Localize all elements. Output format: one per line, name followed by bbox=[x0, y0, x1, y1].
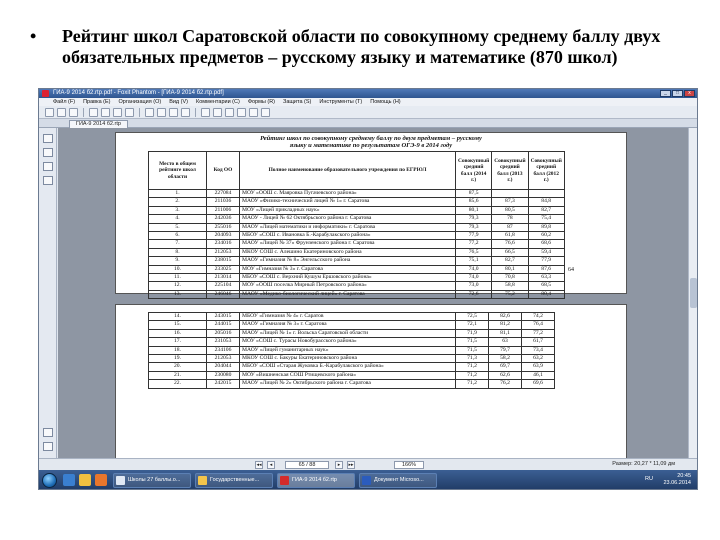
cell-score-2013: 62,6 bbox=[489, 371, 522, 379]
previous-page-button[interactable]: ◂ bbox=[267, 461, 275, 469]
ie-icon[interactable] bbox=[63, 474, 75, 486]
navigation-sidebar bbox=[39, 128, 57, 458]
table-row bbox=[149, 313, 555, 321]
cell-code: 242015 bbox=[207, 380, 240, 388]
scrollbar-thumb[interactable] bbox=[690, 278, 697, 308]
select-text-icon[interactable] bbox=[101, 108, 110, 117]
cell-school-name: МБОУ «Гимназия № 4» г. Саратов bbox=[240, 313, 456, 321]
cell-rank: 1. bbox=[149, 190, 207, 198]
cell-school-name: МОУ «ООШ поселка Мирный Петровского района» bbox=[240, 282, 456, 290]
cell-code: 255016 bbox=[207, 223, 240, 231]
cell-code: 211036 bbox=[207, 198, 240, 206]
cell-rank: 9. bbox=[149, 257, 207, 265]
cell-code: 205016 bbox=[207, 329, 240, 337]
cell-school-name: МОУ «Лицей прикладных наук» bbox=[240, 206, 456, 214]
toolbar bbox=[39, 106, 697, 119]
document-heading-line1: Рейтинг школ по совокупному среднему баллу по двум предметам – русскому bbox=[260, 135, 482, 142]
cell-rank: 7. bbox=[149, 240, 207, 248]
zoom-in-icon[interactable] bbox=[113, 108, 122, 117]
cell-code: 212053 bbox=[207, 248, 240, 256]
cell-rank: 6. bbox=[149, 232, 207, 240]
table-row bbox=[149, 198, 565, 206]
cell-score-2013: 58,2 bbox=[489, 355, 522, 363]
cell-code: 225104 bbox=[207, 282, 240, 290]
foxit-app-icon bbox=[42, 90, 49, 97]
cell-score-2013: 75,2 bbox=[492, 290, 528, 298]
header-rank: Место в общем рейтинге школ области bbox=[149, 152, 207, 190]
cell-school-name: МАОУ «Лицей № 2» Октябрьского района г. Саратова bbox=[240, 380, 456, 388]
cell-school-name: МАОУ «Физико-технический лицей № 1» г. Саратова bbox=[240, 198, 456, 206]
edit-object-icon[interactable] bbox=[261, 108, 270, 117]
cell-code: 244015 bbox=[207, 321, 240, 329]
slide-title bbox=[20, 26, 700, 90]
last-page-icon[interactable] bbox=[181, 108, 190, 117]
next-page-button[interactable]: ▸ bbox=[335, 461, 343, 469]
screenshot-window bbox=[38, 88, 698, 490]
header-score-2014: Совокупный средний балл (2014 г.) bbox=[456, 152, 492, 190]
windows-taskbar bbox=[39, 470, 697, 490]
cell-rank: 2. bbox=[149, 198, 207, 206]
stamp-icon[interactable] bbox=[237, 108, 246, 117]
table-row bbox=[149, 290, 565, 298]
cell-rank: 20. bbox=[149, 363, 207, 371]
cell-score-2014: 77,2 bbox=[456, 240, 492, 248]
table-row bbox=[149, 371, 555, 379]
rating-table-page1 bbox=[148, 151, 565, 299]
table-body-page1 bbox=[149, 190, 565, 299]
properties-panel-icon[interactable] bbox=[43, 442, 53, 451]
cell-school-name: МАОУ - Лицей № 62 Октябрьского района г. Саратова bbox=[240, 215, 456, 223]
cell-score-2012: 76,4 bbox=[522, 321, 555, 329]
cell-score-2014: 72,5 bbox=[456, 313, 489, 321]
zoom-out-icon[interactable] bbox=[125, 108, 134, 117]
menu-edit[interactable]: Правка (E) bbox=[83, 99, 111, 105]
table-row bbox=[149, 274, 565, 282]
cell-score-2014: 71,5 bbox=[456, 346, 489, 354]
highlight-icon[interactable] bbox=[213, 108, 222, 117]
taskbar-item-4-label: Документ Microsо... bbox=[374, 477, 424, 483]
cell-score-2013: 69,7 bbox=[489, 363, 522, 371]
comment-icon[interactable] bbox=[201, 108, 210, 117]
document-tab[interactable]: ГИА-9 2014 б2.rtp bbox=[69, 120, 128, 128]
cell-code: 238015 bbox=[207, 257, 240, 265]
rating-table-page2 bbox=[148, 312, 555, 389]
cell-rank: 16. bbox=[149, 329, 207, 337]
cell-school-name: МАОУ «Лицей математики и информатики» г. Саратова bbox=[240, 223, 456, 231]
cell-score-2013: 61,8 bbox=[492, 232, 528, 240]
table-row bbox=[149, 329, 555, 337]
last-page-button[interactable]: ▸▸ bbox=[348, 462, 354, 468]
taskbar-item-3-icon bbox=[280, 476, 289, 485]
cell-score-2012: 68,6 bbox=[528, 240, 564, 248]
menu-organize[interactable]: Организация (O) bbox=[118, 99, 162, 105]
taskbar-item-4-icon bbox=[362, 476, 371, 485]
document-canvas[interactable] bbox=[58, 128, 690, 458]
cell-score-2014: 77,9 bbox=[456, 232, 492, 240]
cell-score-2012: 77,9 bbox=[528, 257, 564, 265]
cell-score-2014: 72,1 bbox=[456, 321, 489, 329]
pdf-page-65 bbox=[115, 304, 627, 458]
cell-rank: 11. bbox=[149, 274, 207, 282]
table-row bbox=[149, 355, 555, 363]
cell-rank: 5. bbox=[149, 223, 207, 231]
system-tray bbox=[605, 472, 693, 489]
cell-score-2012: 87,6 bbox=[528, 265, 564, 273]
cell-score-2012: 63,2 bbox=[522, 355, 555, 363]
start-button-icon[interactable] bbox=[42, 473, 57, 488]
cell-score-2012: 75,4 bbox=[528, 215, 564, 223]
table-row bbox=[149, 223, 565, 231]
cell-rank: 13. bbox=[149, 290, 207, 298]
cell-rank: 3. bbox=[149, 206, 207, 214]
cell-code: 227084 bbox=[207, 190, 240, 198]
cell-school-name: МАОУ «Гимназия № 8» Энгельсского района bbox=[240, 257, 456, 265]
cell-rank: 4. bbox=[149, 215, 207, 223]
cell-score-2012: 46,1 bbox=[522, 371, 555, 379]
cell-score-2012: 82,7 bbox=[528, 206, 564, 214]
cell-rank: 10. bbox=[149, 265, 207, 273]
document-heading-line2: языку и математике по результатам ОГЭ-9 в 2014 году bbox=[289, 142, 453, 149]
toolbar-separator bbox=[139, 108, 140, 117]
taskbar-item-1-label: Школы 27 баллы.o... bbox=[128, 477, 181, 483]
cell-rank: 14. bbox=[149, 313, 207, 321]
taskbar-item-3[interactable] bbox=[277, 473, 355, 488]
table-row bbox=[149, 282, 565, 290]
taskbar-item-2-icon bbox=[198, 476, 207, 485]
taskbar-item-3-label: ГИА-9 2014 б2.rtp bbox=[292, 477, 337, 483]
cell-score-2013: 66,5 bbox=[492, 248, 528, 256]
save-icon[interactable] bbox=[57, 108, 66, 117]
cell-score-2013: 78 bbox=[492, 215, 528, 223]
slide-title-text: Рейтинг школ Саратовской области по совокупному среднему баллу двух обязательных предметов – русскому языку и математике (870 школ) bbox=[62, 26, 661, 67]
next-page-icon[interactable] bbox=[169, 108, 178, 117]
vertical-scrollbar[interactable] bbox=[688, 128, 697, 458]
cell-score-2013: 70,8 bbox=[492, 274, 528, 282]
cell-code: 213014 bbox=[207, 274, 240, 282]
status-bar bbox=[39, 458, 697, 470]
cell-score-2012: 74,2 bbox=[522, 313, 555, 321]
cell-code: 234106 bbox=[207, 346, 240, 354]
cell-rank: 12. bbox=[149, 282, 207, 290]
comments-panel-icon[interactable] bbox=[43, 428, 53, 437]
menu-help[interactable]: Помощь (H) bbox=[370, 99, 401, 105]
header-school-name: Полное наименование образовательного учреждения по ЕГРЮЛ bbox=[240, 152, 456, 190]
window-controls bbox=[660, 90, 695, 97]
table-row bbox=[149, 240, 565, 248]
cell-score-2012: 73,4 bbox=[522, 346, 555, 354]
cell-school-name: МКОУ СОШ с. Алешино Екатериновского района bbox=[240, 248, 456, 256]
cell-school-name: МАОУ «Лицей № 37» Фрунзенского района г. Саратова bbox=[240, 240, 456, 248]
cell-score-2014: 73,0 bbox=[456, 282, 492, 290]
header-code: Код ОО bbox=[207, 152, 240, 190]
menu-file[interactable]: Файл (F) bbox=[53, 99, 76, 105]
cell-code: 230080 bbox=[207, 371, 240, 379]
cell-rank: 19. bbox=[149, 355, 207, 363]
cell-code: 246046 bbox=[207, 290, 240, 298]
maximize-button[interactable]: □ bbox=[672, 90, 683, 97]
cell-score-2014: 87,5 bbox=[456, 190, 492, 198]
table-row bbox=[149, 232, 565, 240]
document-heading bbox=[206, 135, 536, 149]
table-row bbox=[149, 363, 555, 371]
cell-school-name: МАОУ «Лицей № 1» г. Вольска Саратовской области bbox=[240, 329, 456, 337]
cell-score-2013: 87 bbox=[492, 223, 528, 231]
table-header-row bbox=[149, 152, 565, 190]
table-row bbox=[149, 346, 555, 354]
cell-score-2013: 81,2 bbox=[489, 321, 522, 329]
cell-rank: 17. bbox=[149, 338, 207, 346]
taskbar-item-2[interactable] bbox=[195, 473, 273, 488]
window-title: ГИА-9 2014 б2.rtp.pdf - Foxit Phantom - [ГИА-9 2014 б2.rtp.pdf] bbox=[53, 90, 224, 96]
menu-tools[interactable]: Инструменты (T) bbox=[319, 99, 363, 105]
cell-rank: 8. bbox=[149, 248, 207, 256]
cell-code: 233025 bbox=[207, 265, 240, 273]
table-row bbox=[149, 190, 565, 198]
cell-score-2014: 72,6 bbox=[456, 290, 492, 298]
print-icon[interactable] bbox=[69, 108, 78, 117]
cell-score-2013: 63 bbox=[489, 338, 522, 346]
cell-score-2014: 71,9 bbox=[456, 329, 489, 337]
cell-score-2014: 71,3 bbox=[456, 355, 489, 363]
cell-score-2012: 61,7 bbox=[522, 338, 555, 346]
clock-date: 23.06.2014 bbox=[663, 480, 691, 486]
zoom-select[interactable]: 166% bbox=[394, 461, 424, 469]
pdf-page-64 bbox=[115, 132, 627, 297]
cell-score-2012: 63,9 bbox=[522, 363, 555, 371]
table-row bbox=[149, 206, 565, 214]
attachments-panel-icon[interactable] bbox=[43, 176, 53, 185]
cell-score-2012: 60,2 bbox=[528, 232, 564, 240]
cell-school-name: МБОУ «СОШ с. Ивановка Б.-Карабулакского района» bbox=[240, 232, 456, 240]
page-number: 64 bbox=[568, 267, 574, 273]
cell-score-2012: 84,8 bbox=[528, 198, 564, 206]
cell-code: 234016 bbox=[207, 240, 240, 248]
cell-school-name: МАОУ «Медико-биологический лицей» г. Саратова bbox=[240, 290, 456, 298]
table-row bbox=[149, 380, 555, 388]
first-page-icon[interactable] bbox=[145, 108, 154, 117]
open-icon[interactable] bbox=[45, 108, 54, 117]
cell-score-2013: 58,8 bbox=[492, 282, 528, 290]
cell-score-2013: 81,1 bbox=[489, 329, 522, 337]
cell-score-2012: 63,3 bbox=[528, 274, 564, 282]
media-player-icon[interactable] bbox=[95, 474, 107, 486]
cell-school-name: МКОУ СОШ с. Бакуры Екатериновского района bbox=[240, 355, 456, 363]
cell-score-2013: 80,5 bbox=[492, 206, 528, 214]
taskbar-item-4[interactable] bbox=[359, 473, 437, 488]
cell-score-2014: 75,1 bbox=[456, 257, 492, 265]
cell-score-2012: 77,2 bbox=[522, 329, 555, 337]
first-page-button[interactable]: ◂◂ bbox=[256, 462, 262, 468]
cell-school-name: МАОУ «Гимназия № 3» г. Саратова bbox=[240, 321, 456, 329]
menu-protect[interactable]: Защита (S) bbox=[283, 99, 312, 105]
cell-code: 231053 bbox=[207, 338, 240, 346]
page-number-input[interactable]: 65 / 88 bbox=[285, 461, 329, 469]
cell-score-2013 bbox=[492, 190, 528, 198]
explorer-icon[interactable] bbox=[79, 474, 91, 486]
cell-score-2013: 76,6 bbox=[492, 240, 528, 248]
bookmarks-panel-icon[interactable] bbox=[43, 148, 53, 157]
cell-score-2012: 69,6 bbox=[522, 380, 555, 388]
menu-forms[interactable]: Формы (R) bbox=[247, 99, 276, 105]
table-row bbox=[149, 248, 565, 256]
table-body-page2 bbox=[149, 313, 555, 389]
hand-tool-icon[interactable] bbox=[89, 108, 98, 117]
toolbar-separator bbox=[195, 108, 196, 117]
cell-rank: 15. bbox=[149, 321, 207, 329]
taskbar-item-1-icon bbox=[116, 476, 125, 485]
prev-page-icon[interactable] bbox=[157, 108, 166, 117]
toolbar-separator bbox=[83, 108, 84, 117]
cell-code: 242036 bbox=[207, 215, 240, 223]
table-row bbox=[149, 265, 565, 273]
cell-score-2013: 82,6 bbox=[489, 313, 522, 321]
header-score-2013: Совокупный средний балл (2013 г.) bbox=[492, 152, 528, 190]
cell-score-2012: 89,8 bbox=[528, 223, 564, 231]
table-row bbox=[149, 338, 555, 346]
table-row bbox=[149, 257, 565, 265]
cell-score-2013: 80,1 bbox=[492, 265, 528, 273]
close-button[interactable]: x bbox=[684, 90, 695, 97]
cell-code: 212053 bbox=[207, 355, 240, 363]
cell-school-name: МОУ «СОШ с. Турасы Новобурасского района» bbox=[240, 338, 456, 346]
menu-view[interactable]: Вид (V) bbox=[169, 99, 188, 105]
pages-panel-icon[interactable] bbox=[43, 134, 53, 143]
cell-rank: 22. bbox=[149, 380, 207, 388]
layers-panel-icon[interactable] bbox=[43, 162, 53, 171]
cell-rank: 21. bbox=[149, 371, 207, 379]
taskbar-item-1[interactable] bbox=[113, 473, 191, 488]
window-titlebar bbox=[39, 89, 697, 98]
table-row bbox=[149, 215, 565, 223]
cell-score-2012: 59,4 bbox=[528, 248, 564, 256]
cell-school-name: МОУ «Вишненская СОШ Ртищевского района» bbox=[240, 371, 456, 379]
cell-score-2013: 82,7 bbox=[492, 257, 528, 265]
cell-school-name: МАОУ «Лицей гуманитарных наук» bbox=[240, 346, 456, 354]
cell-score-2014: 74,0 bbox=[456, 265, 492, 273]
cell-score-2014: 71,2 bbox=[456, 363, 489, 371]
cell-score-2014: 80,1 bbox=[456, 206, 492, 214]
header-score-2012: Совокупный средний балл (2012 г.) bbox=[528, 152, 564, 190]
cell-code: 243015 bbox=[207, 313, 240, 321]
cell-score-2013: 87,3 bbox=[492, 198, 528, 206]
cell-school-name: МБОУ «СОШ с. Верхний Кушум Ершовского района» bbox=[240, 274, 456, 282]
cell-score-2014: 79,3 bbox=[456, 215, 492, 223]
taskbar-item-2-label: Государственные... bbox=[210, 477, 260, 483]
cell-score-2014: 79,3 bbox=[456, 223, 492, 231]
typewriter-icon[interactable] bbox=[225, 108, 234, 117]
cell-score-2014: 71,5 bbox=[456, 338, 489, 346]
cell-school-name: МОУ «ООШ с. Маяровка Пугачевского района» bbox=[240, 190, 456, 198]
table-row bbox=[149, 321, 555, 329]
page-size-text: Размер: 20,27 * 11,09 дм bbox=[612, 461, 675, 467]
cell-rank: 18. bbox=[149, 346, 207, 354]
cell-code: 204044 bbox=[207, 363, 240, 371]
cell-school-name: МБОУ «СОШ «Старая Жуковка Б.-Карабулакского района» bbox=[240, 363, 456, 371]
language-indicator[interactable]: RU bbox=[645, 476, 653, 482]
cell-score-2014: 71,2 bbox=[456, 371, 489, 379]
link-icon[interactable] bbox=[249, 108, 258, 117]
cell-score-2014: 74,0 bbox=[456, 274, 492, 282]
minimize-button[interactable]: _ bbox=[660, 90, 671, 97]
menu-comments[interactable]: Комментарии (C) bbox=[196, 99, 240, 105]
cell-score-2013: 79,7 bbox=[489, 346, 522, 354]
document-tab-bar bbox=[39, 119, 697, 128]
cell-score-2012 bbox=[528, 190, 564, 198]
cell-score-2014: 76,5 bbox=[456, 248, 492, 256]
clock-time[interactable]: 20:45 bbox=[677, 473, 691, 479]
cell-school-name: МОУ «Гимназия № 3» г. Саратова bbox=[240, 265, 456, 273]
menu-bar bbox=[39, 98, 697, 106]
cell-score-2012: 68,5 bbox=[528, 282, 564, 290]
cell-code: 211006 bbox=[207, 206, 240, 214]
cell-score-2013: 76,2 bbox=[489, 380, 522, 388]
cell-score-2012: 80,4 bbox=[528, 290, 564, 298]
cell-score-2014: 85,6 bbox=[456, 198, 492, 206]
cell-code: 204093 bbox=[207, 232, 240, 240]
cell-score-2014: 71,2 bbox=[456, 380, 489, 388]
bullet: • bbox=[30, 26, 37, 46]
